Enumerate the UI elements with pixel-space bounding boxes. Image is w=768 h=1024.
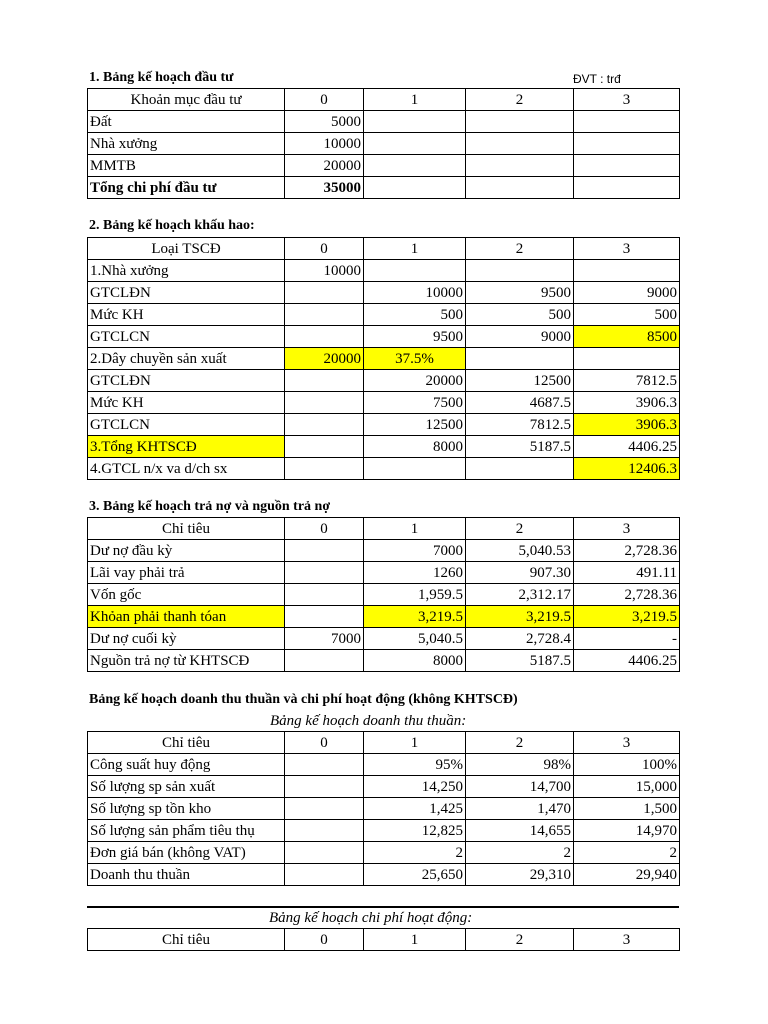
cell (364, 111, 466, 133)
cell: 10000 (364, 282, 466, 304)
table-row (88, 326, 680, 348)
cell (466, 177, 574, 199)
cell: 500 (466, 304, 574, 326)
highlighted-cell: 20000 (285, 348, 364, 370)
cell: 9000 (466, 326, 574, 348)
row-label: Nhà xưởng (88, 133, 285, 155)
row-label: Đất (88, 111, 285, 133)
cell: 2,728.36 (574, 540, 680, 562)
table-header-row (88, 238, 680, 260)
cell: 100% (574, 754, 680, 776)
table-header-row (88, 518, 680, 540)
cell: 3,219.5 (466, 606, 574, 628)
row-label: Dư nợ đầu kỳ (88, 540, 285, 562)
cell: 8000 (364, 650, 466, 672)
cell: 7500 (364, 392, 466, 414)
cell: 20000 (364, 370, 466, 392)
cell (285, 540, 364, 562)
cell (285, 584, 364, 606)
cell (466, 260, 574, 282)
table-row (88, 155, 680, 177)
cell: 12500 (466, 370, 574, 392)
cell (285, 650, 364, 672)
table-header-row (88, 89, 680, 111)
header-cell: Loại TSCĐ (88, 238, 285, 260)
section-1-title: 1. Bảng kế hoạch đầu tư (89, 70, 234, 85)
cell (364, 260, 466, 282)
cell (466, 133, 574, 155)
table-row (88, 754, 680, 776)
cell: 3,219.5 (574, 606, 680, 628)
table-row (88, 392, 680, 414)
row-label: Công suất huy động (88, 754, 285, 776)
row-label: Số lượng sản phẩm tiêu thụ (88, 820, 285, 842)
cell: 35000 (285, 177, 364, 199)
cell (285, 842, 364, 864)
header-cell: 1 (364, 732, 466, 754)
cell (285, 436, 364, 458)
cell: 3,219.5 (364, 606, 466, 628)
cell (466, 348, 574, 370)
cell: 9500 (466, 282, 574, 304)
table-row (88, 111, 680, 133)
header-cell: Khoản mục đầu tư (88, 89, 285, 111)
cell (574, 155, 680, 177)
cell: 8000 (364, 436, 466, 458)
cell: 9500 (364, 326, 466, 348)
table-header-row (88, 732, 680, 754)
cell: 2,728.4 (466, 628, 574, 650)
row-label: Lãi vay phải trả (88, 562, 285, 584)
header-cell: 0 (285, 89, 364, 111)
cell (466, 111, 574, 133)
section-4-title: Bảng kế hoạch doanh thu thuần và chi phí hoạt động (không KHTSCĐ) (89, 692, 518, 707)
cell (285, 754, 364, 776)
cell: 2,312.17 (466, 584, 574, 606)
cell (364, 458, 466, 480)
cell: 1260 (364, 562, 466, 584)
cell: 7000 (285, 628, 364, 650)
cell (364, 177, 466, 199)
debt-repayment-table (87, 517, 680, 672)
table-row (88, 820, 680, 842)
cell (285, 820, 364, 842)
cell (364, 133, 466, 155)
cell: 7812.5 (466, 414, 574, 436)
header-cell: 0 (285, 238, 364, 260)
cell (574, 260, 680, 282)
cell: 1,470 (466, 798, 574, 820)
row-label: Đơn giá bán (không VAT) (88, 842, 285, 864)
table-row (88, 370, 680, 392)
section-2-title: 2. Bảng kế hoạch khấu hao: (89, 218, 255, 233)
header-cell: 2 (466, 929, 574, 951)
cell (574, 177, 680, 199)
table-row (88, 540, 680, 562)
cell: 9000 (574, 282, 680, 304)
row-label: Dư nợ cuối kỳ (88, 628, 285, 650)
cell: 2,728.36 (574, 584, 680, 606)
table-row (88, 133, 680, 155)
header-cell: 0 (285, 929, 364, 951)
header-cell: 1 (364, 89, 466, 111)
cell: 7000 (364, 540, 466, 562)
table-row (88, 842, 680, 864)
cell (466, 155, 574, 177)
header-cell: 2 (466, 518, 574, 540)
header-cell: 3 (574, 89, 680, 111)
row-label: GTCLĐN (88, 370, 285, 392)
table-row (88, 776, 680, 798)
header-cell: 3 (574, 732, 680, 754)
row-label: 3.Tổng KHTSCĐ (88, 436, 285, 458)
header-cell: Chỉ tiêu (88, 732, 285, 754)
table-header-row (88, 929, 680, 951)
cell: 98% (466, 754, 574, 776)
table-row (88, 650, 680, 672)
row-label: GTCLCN (88, 326, 285, 348)
cell: 907.30 (466, 562, 574, 584)
table-row (88, 348, 680, 370)
cell (364, 155, 466, 177)
depreciation-plan-table (87, 237, 680, 480)
cell: 10000 (285, 260, 364, 282)
cell (285, 458, 364, 480)
cell: 12,825 (364, 820, 466, 842)
row-label: GTCLCN (88, 414, 285, 436)
cell: 20000 (285, 155, 364, 177)
highlighted-cell: 8500 (574, 326, 680, 348)
cell: 5000 (285, 111, 364, 133)
header-cell: 1 (364, 518, 466, 540)
highlighted-cell: 12406.3 (574, 458, 680, 480)
table-row (88, 414, 680, 436)
cell (285, 370, 364, 392)
header-cell: 1 (364, 929, 466, 951)
table-row (88, 562, 680, 584)
cell: 3906.3 (574, 392, 680, 414)
header-cell: Chỉ tiêu (88, 518, 285, 540)
cell: 500 (574, 304, 680, 326)
header-cell: 3 (574, 929, 680, 951)
header-cell: Chỉ tiêu (88, 929, 285, 951)
row-label: GTCLĐN (88, 282, 285, 304)
cell: 29,310 (466, 864, 574, 886)
cell: 95% (364, 754, 466, 776)
header-cell: 1 (364, 238, 466, 260)
cell: 5187.5 (466, 650, 574, 672)
header-cell: 0 (285, 518, 364, 540)
table-row (88, 798, 680, 820)
highlighted-row (88, 606, 680, 628)
row-label: Doanh thu thuần (88, 864, 285, 886)
table-row (88, 436, 680, 458)
cell: 1,425 (364, 798, 466, 820)
cell: 2 (364, 842, 466, 864)
table-row (88, 628, 680, 650)
cell (285, 304, 364, 326)
row-label: 2.Dây chuyền sản xuất (88, 348, 285, 370)
cell: 10000 (285, 133, 364, 155)
table-row (88, 304, 680, 326)
operating-cost-subtitle: Bảng kế hoạch chi phí hoạt động: (269, 910, 473, 926)
cell: 491.11 (574, 562, 680, 584)
revenue-plan-table (87, 731, 680, 886)
row-label: Số lượng sp tồn kho (88, 798, 285, 820)
cell: 2 (466, 842, 574, 864)
row-label: Khỏan phải thanh tóan (88, 606, 285, 628)
cell: 25,650 (364, 864, 466, 886)
header-cell: 3 (574, 518, 680, 540)
cell (285, 562, 364, 584)
cell (285, 606, 364, 628)
cell (574, 133, 680, 155)
unit-label: ĐVT : trđ (573, 72, 621, 86)
row-label: Mức KH (88, 392, 285, 414)
highlighted-cell: 37.5% (364, 348, 466, 370)
cell: 2 (574, 842, 680, 864)
cell (285, 282, 364, 304)
row-label: Vốn gốc (88, 584, 285, 606)
cell: 4406.25 (574, 436, 680, 458)
header-cell: 2 (466, 238, 574, 260)
cell (466, 458, 574, 480)
revenue-subtitle: Bảng kế hoạch doanh thu thuần: (270, 713, 467, 729)
header-cell: 3 (574, 238, 680, 260)
cell: - (574, 628, 680, 650)
cell: 5,040.53 (466, 540, 574, 562)
cell (285, 798, 364, 820)
row-label: Tổng chi phí đầu tư (88, 177, 285, 199)
cell (574, 348, 680, 370)
cell: 15,000 (574, 776, 680, 798)
row-label: Mức KH (88, 304, 285, 326)
table-row (88, 282, 680, 304)
row-label: MMTB (88, 155, 285, 177)
cell: 5187.5 (466, 436, 574, 458)
cell (285, 864, 364, 886)
cell (285, 392, 364, 414)
table-row (88, 260, 680, 282)
header-cell: 2 (466, 89, 574, 111)
table-total-row (88, 177, 680, 199)
cell: 29,940 (574, 864, 680, 886)
cell (285, 326, 364, 348)
operating-cost-table (87, 928, 680, 951)
cell: 14,700 (466, 776, 574, 798)
cell (285, 776, 364, 798)
cell: 4687.5 (466, 392, 574, 414)
cell (574, 111, 680, 133)
table-row (88, 584, 680, 606)
section-3-title: 3. Bảng kế hoạch trả nợ và nguồn trả nợ (89, 499, 331, 514)
header-cell: 2 (466, 732, 574, 754)
cell: 14,970 (574, 820, 680, 842)
cell: 14,655 (466, 820, 574, 842)
cell: 4406.25 (574, 650, 680, 672)
cell (285, 414, 364, 436)
highlighted-cell: 3906.3 (574, 414, 680, 436)
cell: 1,500 (574, 798, 680, 820)
cell: 12500 (364, 414, 466, 436)
cell: 14,250 (364, 776, 466, 798)
row-label: Nguồn trả nợ từ KHTSCĐ (88, 650, 285, 672)
table-row (88, 864, 680, 886)
cell: 5,040.5 (364, 628, 466, 650)
header-cell: 0 (285, 732, 364, 754)
cell: 500 (364, 304, 466, 326)
section-divider (87, 906, 679, 908)
cell: 1,959.5 (364, 584, 466, 606)
table-row (88, 458, 680, 480)
row-label: 1.Nhà xưởng (88, 260, 285, 282)
row-label: 4.GTCL n/x va d/ch sx (88, 458, 285, 480)
cell: 7812.5 (574, 370, 680, 392)
investment-plan-table (87, 88, 680, 199)
row-label: Số lượng sp sản xuất (88, 776, 285, 798)
